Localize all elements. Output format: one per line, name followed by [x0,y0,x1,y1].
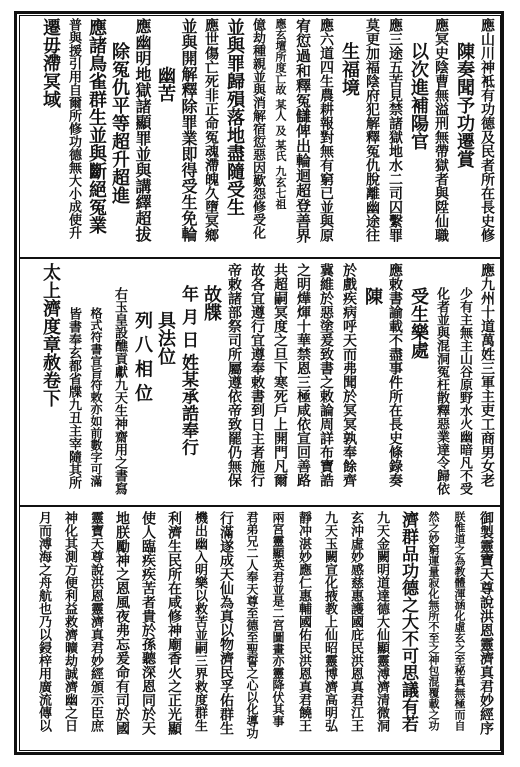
panel1-column: 並與罪歸殞落地盡隨受生 [224,18,245,216]
panel3-column: 御製靈寶天尊說洪恩靈濟真君妙經序 [478,511,494,735]
panel1-column: 應世傷亡死非正命冤魂滯魄久墮冥鄉 [203,18,219,242]
panel1-column: 應山川神袛有功德及民者所在長史修 [479,18,495,242]
panel2-column: 應敕書諭載不盡事件所在長史條錄奏 [387,263,403,487]
panel1-column: 應三途五苦見禁諸獄地水二司囚繫罪 [387,18,403,242]
panel2-column: 少有主無主山谷原野水火幽暗凡不受 [457,287,472,495]
panel1-column: 應六道四生農耕報對無有窮已並與原 [318,18,334,242]
panel3-column: 神化其測方便利益救濟曠劫誠濟幽之日 [62,511,77,732]
panel1-column: 遷毋滯冥域 [40,18,61,108]
panel3-column: 利濟生民所在咸修神廟香火之正光顯 [166,511,182,735]
panel3-column: 機出幽入明樂以救苦並嗣三界救度群生 [192,511,207,732]
panel1-column: 宥愆過和釋冤讎俾出輪迴超登善界 [294,18,312,243]
panel3-column: 月而溥海之舟航也乃以鋟梓用廣流傳以 [36,511,51,732]
panel3-column: 靜冲湛妙應仁惠輔國佑民洪恩真君饒王 [296,511,311,732]
panel1-column: 億劫種親並與消解宿愆惡因歎怨修受化 [250,18,265,239]
panel2-column: 化者並與混洞冤枉散釋惡業達令歸依 [434,287,449,495]
panel2-column: 共超嗣冥度之旦下寒死戶上開門凡爾 [272,263,288,487]
panel2-column: 受生樂處 [408,287,429,359]
panel1-column: 應諸鳥雀群生並與斷絕冤業 [86,18,107,234]
panel1-column: 應冥史陰曹無溢刑無帶獄者與陞仙職 [433,18,449,242]
panel1-column: 幽苦 [155,66,176,102]
panel2-column: 之明燁煇十華禁恩三極咸依宣回善路 [295,263,311,487]
panel2-column: 年 月 日 姓某承誥奉行 [178,285,198,456]
panel1-column: 生福境 [339,42,360,96]
panel2-column: 太上濟度章赦卷下 [40,263,61,407]
panel2-column: 皆書奉玄都省牒九丑主宰隨其所 [66,307,81,489]
panel-top [25,18,497,256]
panel3-column: 靈寶天尊說洪恩靈濟真君妙經頒示臣庶 [88,511,103,732]
panel3-column: 朕惟道之為教體渾涵化虛玄之至秘真無極而自 [453,511,466,731]
panel2-column: 冀維於惡塗爰致書之敕論周詳布寶誥 [318,263,334,487]
panel2-column: 帝敕諸部祭司所屬遵依帝致罷仍無保 [226,263,242,487]
panel2-column: 右玉皇設醮貢獻九天生神齋用之書寫 [112,287,127,495]
panel2-column: 具法位 [155,311,176,365]
panel2-column: 應九州十道萬姓三軍主吏工商男女老 [479,263,495,487]
panel-divider-top [19,257,501,259]
panel3-column: 地朕勵神之恩風夜弗忘爰命有司於國 [114,511,130,735]
panel1-column: 以次進補陽官 [408,42,429,150]
panel1-column: 普與援引用自爾所修功德無大小成使升 [66,18,81,239]
panel1-column: 莫更加福陰府犯解釋冤仇脫離幽途往 [364,18,380,242]
panel3-column: 濟群品功德之大不可思議有若 [398,511,418,732]
panel3-column: 使人臨疾疾苦者貴於孫聽深恩同於天 [140,511,156,735]
panel1-column: 除冤仇平等超升超進 [109,42,130,204]
panel2-column: 格式符書宣旨符敕亦如前數字可滿 [89,307,103,487]
panel3-column: 行滿遂成天仙為真以物濟民孚佑群生 [218,511,234,735]
panel2-column: 於戲疾病呼天而弗聞於冥冥孰奉餘齊 [341,263,357,487]
panel3-column: 九天金闕明道達德大仙顯靈溥濟清微洞 [374,511,389,732]
panel-divider-bottom [19,505,501,507]
panel3-column: 九天玉闕宣化掖教上仙昭靈博濟高明弘 [322,511,337,732]
panel2-column: 陳 [362,287,383,305]
panel1-column: 應玄壇所度亡故 某人 及 某氏 九玄七祖 [274,18,287,210]
panel3-column: 兩宮靈顯英君並是二宮圖畫亦靈降伏其事 [271,511,285,727]
panel-middle [25,263,497,503]
panel2-column: 故牒 [201,285,222,321]
panel1-column: 應幽明地獄諸顯罪並與講繹超拔 [133,18,152,242]
panel2-column: 列 八 相 位 [132,311,153,402]
panel1-column: 陳奏聞予功遷賞 [454,42,475,168]
panel3-column: 君弟兄二人奉天尊至德至聖誓之心以化導功 [245,511,259,739]
panel1-column: 並與開解釋除罪業即得受生免輪 [179,18,198,242]
panel3-column: 然之妙窮運量寂化無所不至之神包混覆載之功 [427,511,440,731]
panel2-column: 故各宜遵行宜遵奉敕書到日主者施行 [249,263,265,487]
panel3-column: 玄沖虛妙感慈惠護國庇民洪恩真君江王 [348,511,363,732]
panel-bottom [25,511,497,749]
